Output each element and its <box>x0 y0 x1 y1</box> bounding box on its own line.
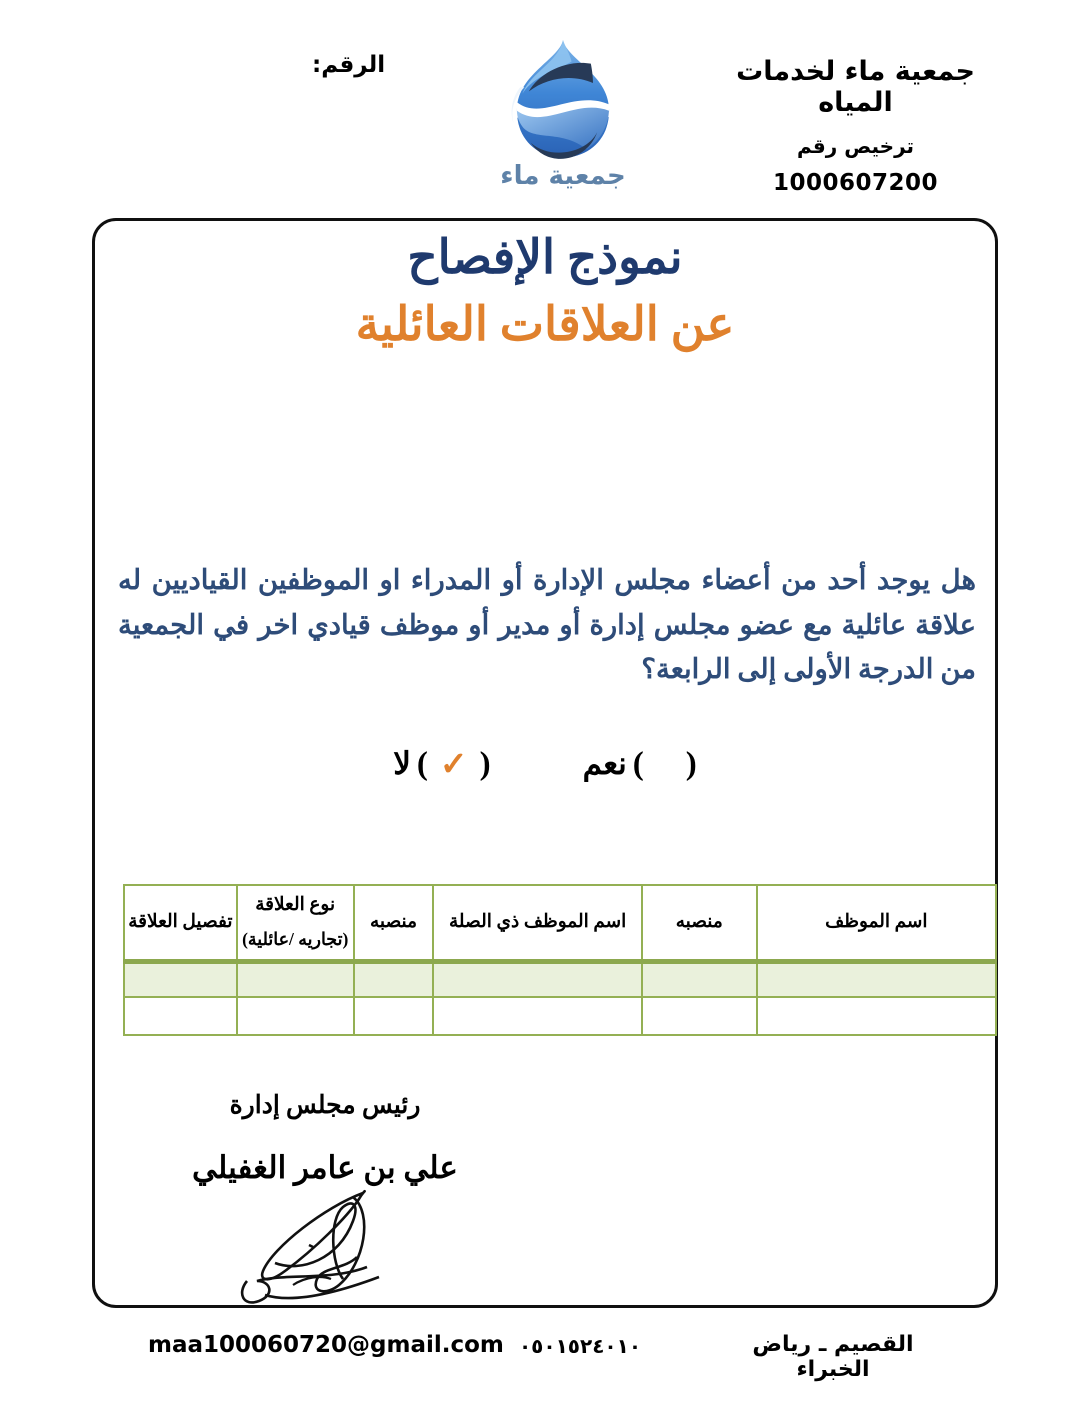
yes-label: نعم <box>582 746 627 781</box>
table-cell <box>642 961 757 997</box>
license-number: 1000607200 <box>772 170 939 196</box>
org-logo <box>483 38 643 203</box>
table-cell <box>433 997 641 1035</box>
handwritten-signature <box>235 1185 415 1315</box>
no-paren-close: ) <box>416 745 428 782</box>
disclosure-question: هل يوجد أحد من أعضاء مجلس الإدارة أو المدراء او الموظفين القياديين له علاقة عائلية مع عضو مجلس إدارة أو مدير أو موظف قيادي اخر في الجمعية من الدرجة الأولى إلى الرابعة؟ <box>118 564 976 685</box>
no-paren-open: ( <box>479 745 491 782</box>
table-cell <box>433 961 641 997</box>
water-drop-logo-icon <box>488 38 638 165</box>
document-number-label: الرقم: <box>312 52 386 78</box>
choice-line <box>92 744 998 784</box>
check-mark-icon: ✓ <box>439 747 468 783</box>
logo-wordmark: جمعية ماء <box>500 161 626 191</box>
yes-paren-open: ( <box>685 745 697 782</box>
table-cell <box>354 997 434 1035</box>
footer-email: maa100060720@gmail.com <box>148 1332 504 1358</box>
table-header-row <box>124 885 996 961</box>
no-label: لا <box>393 746 411 781</box>
yes-option <box>583 746 697 783</box>
table-row <box>124 997 996 1035</box>
table-cell <box>354 961 434 997</box>
table-cell <box>757 997 996 1035</box>
table-cell <box>757 961 996 997</box>
table-cell <box>237 997 354 1035</box>
org-name: جمعية ماء لخدمات المياه <box>736 56 975 118</box>
col-relation-type: نوع العلاقة (تجاريه /عائلية) <box>237 885 354 961</box>
col-employee-name: اسم الموظف <box>757 885 996 961</box>
table-cell <box>124 961 237 997</box>
no-option <box>393 744 490 784</box>
table-row <box>124 961 996 997</box>
form-title-line1: نموذج الإفصاح <box>407 232 683 284</box>
col-relation-detail: تفصيل العلاقة <box>124 885 237 961</box>
license-label: ترخيص رقم <box>796 134 915 158</box>
col-employee-position: منصبه <box>642 885 757 961</box>
signatory-role: رئيس مجلس إدارة <box>229 1092 421 1119</box>
col-related-employee-name: اسم الموظف ذي الصلة <box>433 885 641 961</box>
signatory-name: علي بن عامر الغفيلي <box>192 1150 458 1185</box>
yes-paren-close: ) <box>632 745 644 782</box>
footer-location: القصيم ـ رياض الخبراء <box>752 1332 914 1382</box>
table-cell <box>642 997 757 1035</box>
table-cell <box>124 997 237 1035</box>
table-cell <box>237 961 354 997</box>
footer-phone: ٠٥٠١٥٢٤٠١٠ <box>518 1334 642 1358</box>
col-related-employee-position: منصبه <box>354 885 434 961</box>
relations-table <box>123 884 997 1036</box>
org-header-block <box>698 56 1013 196</box>
form-title-line2: عن العلاقات العائلية <box>355 299 735 351</box>
